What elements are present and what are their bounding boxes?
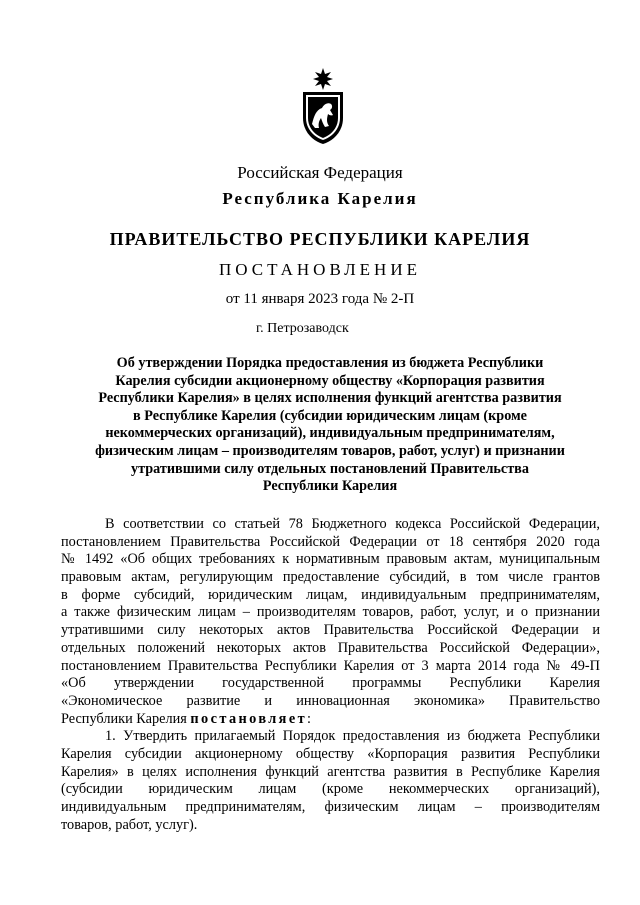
body-line: правовым актам, регулирующим предоставление субсидий, в том числе грантов <box>61 569 600 586</box>
body-line: постановлением Правительства Российской Федерации от 18 сентября 2020 года <box>61 533 600 550</box>
decree-title <box>78 355 582 496</box>
decree-body <box>61 516 600 834</box>
decree-date-number: от 11 января 2023 года № 2-П <box>225 291 415 307</box>
item-line: (субсидии юридическим лицам (кроме некоммерческих организаций), <box>61 781 600 798</box>
item-line: индивидуальным предпринимателям, физическим лицам – производителям <box>61 799 600 815</box>
government-name: ПРАВИТЕЛЬСТВО РЕСПУБЛИКИ КАРЕЛИЯ <box>109 229 531 249</box>
title-line: некоммерческих организаций), индивидуальным предпринимателям, <box>105 425 555 442</box>
item-line: 1. Утвердить прилагаемый Порядок предоставления из бюджета Республики <box>105 728 600 745</box>
title-line: физическим лицам – производителям товаров, работ, услуг) и признании <box>95 442 565 459</box>
title-line: в Республике Карелия (субсидии юридическим лицам (кроме <box>133 407 527 424</box>
body-line: В соответствии со статьей 78 Бюджетного кодекса Российской Федерации, <box>105 516 600 532</box>
document-type: ПОСТАНОВЛЕНИЕ <box>218 260 421 279</box>
item-line: товаров, работ, услуг). <box>61 816 198 833</box>
body-line: № 1492 «Об общих требованиях к нормативным правовым актам, муниципальным <box>61 551 600 568</box>
body-line: утратившими силу некоторых актов Правительства Российской Федерации и <box>61 622 600 639</box>
decree-city: г. Петрозаводск <box>256 321 349 336</box>
resolution-lead: Республики Карелия <box>61 710 191 727</box>
title-line: Республики Карелия» в целях исполнения функций агентства развития <box>98 390 562 407</box>
body-line-resolution <box>61 711 600 729</box>
republic-name: Республика Карелия <box>222 189 418 208</box>
country-name: Российская Федерация <box>237 163 403 182</box>
body-line: «Об утверждении государственной программы Республики Карелия <box>61 675 600 692</box>
title-line: Карелия субсидии акционерному обществу «Корпорация развития <box>115 372 545 389</box>
body-line: «Экономическое развитие и инновационная экономика» Правительство <box>61 692 600 709</box>
body-line: в форме субсидий, юридическим лицам, индивидуальным предпринимателям, <box>61 586 600 603</box>
body-line: отдельных положений некоторых актов Правительства Российской Федерации», <box>61 639 600 656</box>
resolution-word: постановляет <box>190 710 307 727</box>
body-line: а также физическим лицам – производителям товаров, работ, услуг, и о признании <box>61 604 600 621</box>
karelia-coat-of-arms-icon <box>300 66 346 146</box>
item-line: Карелия» в целях исполнения функций агентства развития в Республике Карелия <box>61 763 600 780</box>
body-line: постановлением Правительства Республики Карелия от 3 марта 2014 года № 49-П <box>61 657 600 674</box>
title-line: утратившими силу отдельных постановлений Правительства <box>131 460 529 477</box>
item-line: Карелия субсидии акционерному обществу «Корпорация развития Республики <box>61 745 600 762</box>
title-line: Об утверждении Порядка предоставления из бюджета Республики <box>116 355 544 371</box>
resolution-colon: : <box>307 710 311 727</box>
title-line: Республики Карелия <box>262 478 398 495</box>
